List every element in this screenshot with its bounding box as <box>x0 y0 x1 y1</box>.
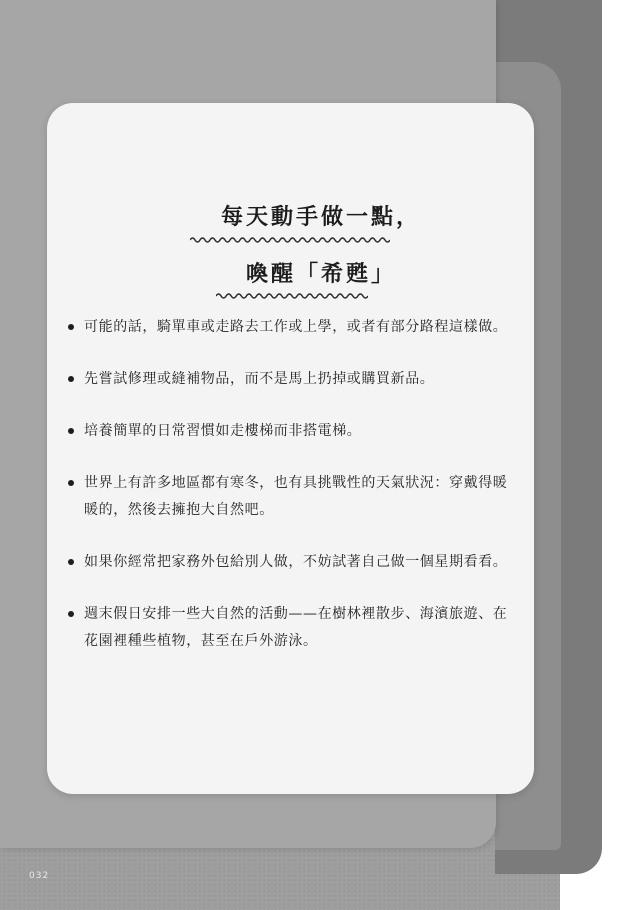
bullet-dot <box>68 611 74 617</box>
tip-item-winter <box>68 470 520 524</box>
tip-text: 世界上有許多地區都有寒冬，也有具挑戰性的天氣狀況：穿戴得暖暖的，然後去擁抱大自然吧。 <box>84 475 508 518</box>
tip-text: 可能的話，騎單車或走路去工作或上學，或者有部分路程這樣做。 <box>84 319 508 335</box>
tip-text: 先嘗試修理或縫補物品，而不是馬上扔掉或購買新品。 <box>84 371 435 387</box>
tip-text: 如果你經常把家務外包給別人做，不妨試著自己做一個星期看看。 <box>84 554 508 570</box>
tip-item-bike-or-walk <box>68 314 520 341</box>
tip-item-weekend-nature <box>68 601 520 655</box>
bullet-dot <box>68 428 74 434</box>
heading-underline-wave-2 <box>216 292 368 300</box>
bullet-dot <box>68 376 74 382</box>
tip-text: 培養簡單的日常習慣如走樓梯而非搭電梯。 <box>84 423 362 439</box>
bullet-dot <box>68 324 74 330</box>
bullet-dot <box>68 480 74 486</box>
tip-item-repair <box>68 366 520 393</box>
tip-item-stairs <box>68 418 520 445</box>
tips-list <box>68 314 520 680</box>
page-number: 032 <box>29 871 50 881</box>
tip-item-housework <box>68 549 520 576</box>
tip-text: 週末假日安排一些大自然的活動——在樹林裡散步、海濱旅遊、在花園裡種些植物，甚至在戶外游泳。 <box>84 606 508 649</box>
heading-line-1: 每天動手做一點， <box>220 204 421 230</box>
heading-line-2: 喚醒「希甦」 <box>245 261 396 287</box>
heading-underline-wave-1 <box>190 236 390 244</box>
bullet-dot <box>68 559 74 565</box>
